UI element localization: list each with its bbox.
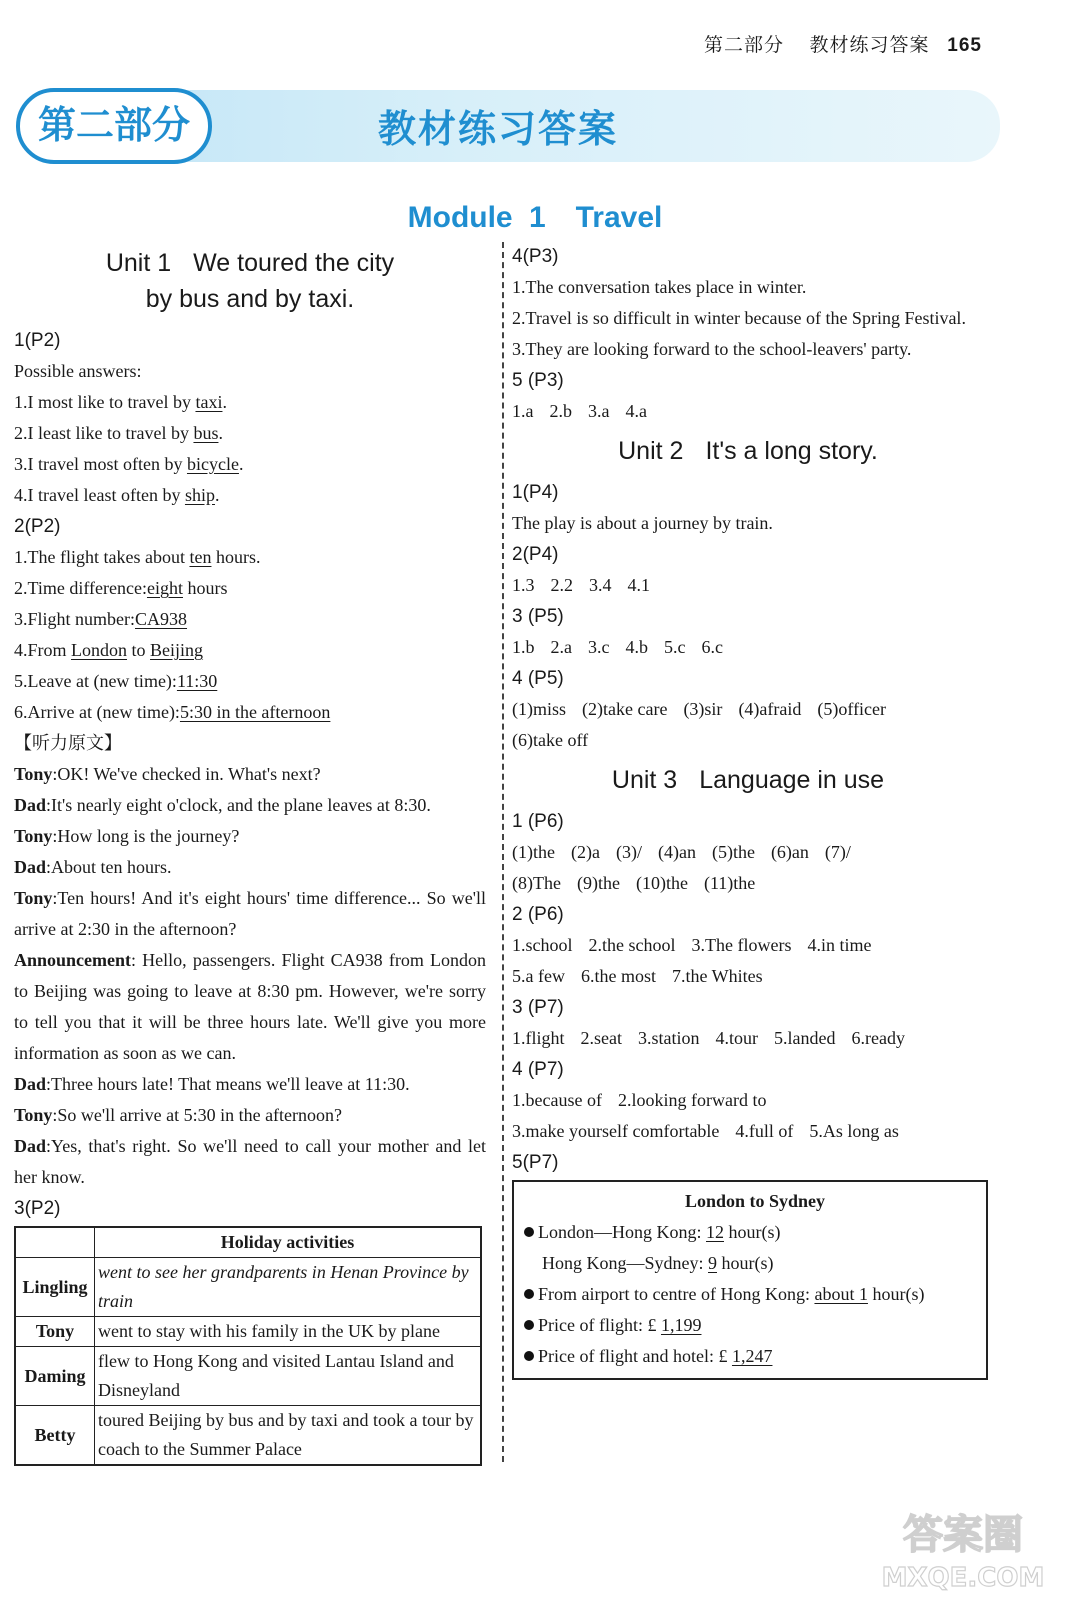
answer: 1.school — [512, 935, 573, 955]
box-line-3 — [524, 1279, 986, 1310]
answer: 5.c — [664, 637, 686, 657]
answer: (5)the — [711, 842, 755, 862]
bullet-icon — [524, 1289, 534, 1299]
q3-heading: 3(P2) — [14, 1198, 61, 1219]
column-divider — [502, 242, 504, 1462]
unit2-number: Unit 2 — [618, 437, 684, 465]
answer: 4.tour — [715, 1028, 758, 1048]
holiday-activities-table — [14, 1226, 482, 1466]
q1-intro: Possible answers: — [14, 361, 142, 381]
answer: 2.looking forward to — [617, 1090, 767, 1110]
module-title: Module 1 Travel — [407, 201, 663, 234]
u3q2-heading: 2 (P6) — [512, 904, 564, 925]
box-text: From airport to centre of Hong Kong: — [538, 1284, 815, 1304]
q1-1-text: 1.I most like to travel by — [14, 392, 196, 412]
london-sydney-box — [512, 1180, 988, 1380]
dialogue-3 — [14, 821, 486, 852]
q2-heading: 2(P2) — [14, 516, 61, 537]
speaker: Dad — [14, 1074, 47, 1094]
q2-3-answer: CA938 — [135, 609, 188, 629]
q2-answer-1 — [14, 542, 486, 573]
unit3-title — [512, 762, 984, 798]
q2-5-text: 5.Leave at (new time): — [14, 671, 177, 691]
q1-heading: 1(P2) — [14, 330, 61, 351]
q1-answer-4 — [14, 480, 486, 511]
q1-2-text: 2.I least like to travel by — [14, 423, 194, 443]
answer: (2)a — [570, 842, 600, 862]
q1-answer-1 — [14, 387, 486, 418]
answer: 3.The flowers — [691, 935, 792, 955]
answer: 4.b — [625, 637, 648, 657]
unit1-title-line2: by bus and by taxi. — [145, 285, 355, 313]
answer: 2.the school — [588, 935, 676, 955]
answer: 6.the most — [580, 966, 656, 986]
q2-6-text: 6.Arrive at (new time): — [14, 702, 180, 722]
header-subtitle: 教材练习答案 — [809, 35, 930, 56]
q2-4-mid: to — [127, 640, 151, 660]
speaker: Dad — [14, 795, 47, 815]
box-answer: 1,247 — [731, 1346, 773, 1366]
bullet-icon — [524, 1227, 534, 1237]
answer: (4)afraid — [738, 699, 802, 719]
box-text: London—Hong Kong: — [538, 1222, 706, 1242]
q1-4-end: . — [214, 485, 220, 505]
answer: 2.a — [550, 637, 572, 657]
answer: 6.c — [701, 637, 723, 657]
row-activity: flew to Hong Kong and visited Lantau Island and Disneyland — [95, 1347, 482, 1406]
box-line-5 — [524, 1341, 986, 1372]
row-name: Lingling — [15, 1258, 95, 1317]
answer: 3.c — [588, 637, 610, 657]
dialogue-9 — [14, 1131, 486, 1193]
u2q1-answer: The play is about a journey by train. — [512, 513, 773, 533]
table-header-row — [15, 1227, 481, 1258]
answer: 1.3 — [512, 575, 535, 595]
q2-5-answer: 11:30 — [176, 671, 218, 691]
table-header: Holiday activities — [95, 1227, 482, 1258]
unit1-title-line1: We toured the city — [193, 249, 395, 277]
answer: 1.flight — [512, 1028, 565, 1048]
box-answer: 1,199 — [660, 1315, 702, 1335]
q2-1-end: hours. — [211, 547, 261, 567]
q2-answer-5 — [14, 666, 486, 697]
q2-answer-4 — [14, 635, 486, 666]
dialogue-2 — [14, 790, 486, 821]
u3q3-answers — [512, 1023, 984, 1054]
row-activity: went to see her grandparents in Henan Province by train — [95, 1258, 482, 1317]
u3q4-heading: 4 (P7) — [512, 1059, 564, 1080]
answer: 2.2 — [550, 575, 573, 595]
answer: (6)take off — [512, 730, 589, 750]
dialogue-1 — [14, 759, 486, 790]
q4-answer-3: 3.They are looking forward to the school-leavers' party. — [512, 339, 912, 359]
q2-4-answer-from: London — [71, 640, 128, 660]
answer: (9)the — [576, 873, 620, 893]
q2-1-text: 1.The flight takes about — [14, 547, 190, 567]
u3q1-answers-2 — [512, 868, 984, 899]
box-text-end: hour(s) — [724, 1222, 781, 1242]
answer: (1)the — [512, 842, 555, 862]
q4-answer-1: 1.The conversation takes place in winter. — [512, 277, 807, 297]
answer: 5.a few — [512, 966, 565, 986]
right-column — [512, 241, 984, 1380]
q1-2-answer: bus — [193, 423, 219, 443]
speaker: Dad — [14, 1136, 47, 1156]
dialogue-7 — [14, 1069, 486, 1100]
answer: 5.landed — [773, 1028, 836, 1048]
answer: (3)sir — [683, 699, 723, 719]
answer: 1.b — [512, 637, 535, 657]
answer: 2.b — [549, 401, 572, 421]
q2-2-answer: eight — [146, 578, 183, 598]
speech: : Hello, passengers. Flight CA938 from London to Beijing was going to leave at 8:30 pm. However, we're sorry to tell you that it will be three hours late. We'll give you more information as soon as we can. — [14, 950, 486, 1063]
bullet-icon — [524, 1320, 534, 1330]
answer: 3.make yourself comfortable — [512, 1121, 720, 1141]
answer: 2.seat — [580, 1028, 622, 1048]
q1-4-text: 4.I travel least often by — [14, 485, 185, 505]
table-row — [15, 1406, 481, 1466]
speaker: Tony — [14, 764, 53, 784]
answer: 1.a — [512, 401, 534, 421]
watermark-logo — [878, 1504, 1048, 1594]
answer: 7.the Whites — [671, 966, 763, 986]
speaker: Tony — [14, 1105, 53, 1125]
dialogue-6 — [14, 945, 486, 1069]
row-name: Daming — [15, 1347, 95, 1406]
q1-3-end: . — [238, 454, 244, 474]
answer: 1.because of — [512, 1090, 602, 1110]
left-column — [14, 245, 486, 1466]
u2q4-heading: 4 (P5) — [512, 668, 564, 689]
q2-2-end: hours — [182, 578, 228, 598]
dialogue-8 — [14, 1100, 486, 1131]
box-text: Price of flight and hotel: £ — [538, 1346, 732, 1366]
q2-1-answer: ten — [189, 547, 212, 567]
speech: :OK! We've checked in. What's next? — [52, 764, 321, 784]
answer: (5)officer — [817, 699, 887, 719]
q1-answer-2 — [14, 418, 486, 449]
u2q2-answers — [512, 570, 984, 601]
answer: 3.a — [588, 401, 610, 421]
header-section: 第二部分 — [704, 35, 785, 56]
unit3-number: Unit 3 — [611, 766, 678, 794]
box-text-end: hour(s) — [867, 1284, 925, 1304]
speech: :About ten hours. — [46, 857, 172, 877]
u3q2-answers-1 — [512, 930, 984, 961]
part-badge: 第二部分 — [16, 88, 212, 164]
q1-3-text: 3.I travel most often by — [14, 454, 187, 474]
dialogue-4 — [14, 852, 486, 883]
watermark-text: MXQE.COM — [881, 1563, 1045, 1593]
u3q2-answers-2 — [512, 961, 984, 992]
u2q1-heading: 1(P4) — [512, 482, 559, 503]
q5-heading: 5 (P3) — [512, 370, 564, 391]
box-text: Hong Kong—Sydney: — [542, 1253, 708, 1273]
answer: (8)The — [512, 873, 561, 893]
u3q4-answers-2 — [512, 1116, 984, 1147]
answer: 3.4 — [589, 575, 612, 595]
q1-answer-3 — [14, 449, 486, 480]
answer: 4.1 — [627, 575, 650, 595]
box-answer: 12 — [706, 1222, 724, 1242]
banner-title: 教材练习答案 — [378, 107, 619, 151]
q4-answer-2: 2.Travel is so difficult in winter because of the Spring Festival. — [512, 308, 966, 328]
u3q3-heading: 3 (P7) — [512, 997, 564, 1018]
u3q4-answers-1 — [512, 1085, 984, 1116]
answer: (11)the — [703, 873, 756, 893]
u2q2-heading: 2(P4) — [512, 544, 559, 565]
q2-answer-2 — [14, 573, 486, 604]
box-line-1 — [524, 1217, 986, 1248]
speaker: Dad — [14, 857, 47, 877]
speaker: Announcement — [14, 950, 132, 970]
q2-6-answer: 5:30 in the afternoon — [179, 702, 331, 722]
q1-1-end: . — [222, 392, 227, 412]
answer: 4.in time — [807, 935, 872, 955]
u3q5-heading: 5(P7) — [512, 1152, 559, 1173]
q2-2-text: 2.Time difference: — [14, 578, 147, 598]
answer: 3.station — [637, 1028, 700, 1048]
listening-heading: 【听力原文】 — [14, 733, 122, 753]
box-text-end: hour(s) — [717, 1253, 774, 1273]
q5-answers — [512, 396, 984, 427]
speech: :So we'll arrive at 5:30 in the afternoon? — [52, 1105, 343, 1125]
unit1-title — [14, 245, 486, 317]
answer: 4.a — [625, 401, 647, 421]
answer: (10)the — [635, 873, 688, 893]
answer: (3)/ — [615, 842, 642, 862]
answer: 4.full of — [735, 1121, 794, 1141]
q1-1-answer: taxi — [195, 392, 223, 412]
u2q3-heading: 3 (P5) — [512, 606, 564, 627]
q2-3-text: 3.Flight number: — [14, 609, 135, 629]
answer: (6)an — [770, 842, 809, 862]
q2-4-answer-to: Beijing — [150, 640, 204, 660]
table-row — [15, 1258, 481, 1317]
q2-answer-6 — [14, 697, 486, 728]
table-row — [15, 1347, 481, 1406]
row-name: Betty — [15, 1406, 95, 1466]
row-activity: toured Beijing by bus and by taxi and took a tour by coach to the Summer Palace — [95, 1406, 482, 1466]
box-line-4 — [524, 1310, 986, 1341]
unit2-title-text: It's a long story. — [705, 437, 878, 465]
answer: (4)an — [657, 842, 696, 862]
row-activity: went to stay with his family in the UK by plane — [95, 1317, 482, 1347]
speech: :How long is the journey? — [52, 826, 240, 846]
table-row — [15, 1317, 481, 1347]
box-answer: 9 — [708, 1253, 717, 1273]
box-answer: about 1 — [814, 1284, 868, 1304]
u3q1-heading: 1 (P6) — [512, 811, 564, 832]
u2q3-answers — [512, 632, 984, 663]
dialogue-5 — [14, 883, 486, 945]
u2q4-answers-1 — [512, 694, 984, 725]
bullet-icon — [524, 1351, 534, 1361]
speaker: Tony — [14, 888, 53, 908]
unit2-title — [512, 433, 984, 469]
answer: 5.As long as — [809, 1121, 899, 1141]
box-text: Price of flight: £ — [538, 1315, 661, 1335]
table-corner-cell — [15, 1227, 95, 1258]
u3q1-answers-1 — [512, 837, 984, 868]
speech: :Three hours late! That means we'll leave at 11:30. — [46, 1074, 410, 1094]
box-title: London to Sydney — [684, 1191, 826, 1211]
q1-3-answer: bicycle — [186, 454, 239, 474]
answer: (2)take care — [582, 699, 668, 719]
box-line-2 — [524, 1248, 986, 1279]
u2q4-answers-2 — [512, 725, 984, 756]
speech: :It's nearly eight o'clock, and the plane leaves at 8:30. — [46, 795, 431, 815]
page-number: 165 — [947, 35, 982, 56]
running-header — [704, 30, 982, 57]
row-name: Tony — [15, 1317, 95, 1347]
answer: (1)miss — [512, 699, 566, 719]
q2-4-text: 4.From — [14, 640, 72, 660]
q1-2-end: . — [218, 423, 223, 443]
speech: :Ten hours! And it's eight hours' time difference... So we'll arrive at 2:30 in the afternoon? — [14, 888, 486, 939]
answer: (7)/ — [824, 842, 851, 862]
answer: 6.ready — [851, 1028, 905, 1048]
speech: :Yes, that's right. So we'll need to call your mother and let her know. — [14, 1136, 486, 1187]
q4-heading: 4(P3) — [512, 246, 559, 267]
q1-4-answer: ship — [184, 485, 215, 505]
q2-answer-3 — [14, 604, 486, 635]
watermark-glyphs: 答案圈 — [903, 1512, 1023, 1558]
unit1-number: Unit 1 — [105, 249, 172, 277]
speaker: Tony — [14, 826, 53, 846]
unit3-title-text: Language in use — [699, 766, 885, 794]
